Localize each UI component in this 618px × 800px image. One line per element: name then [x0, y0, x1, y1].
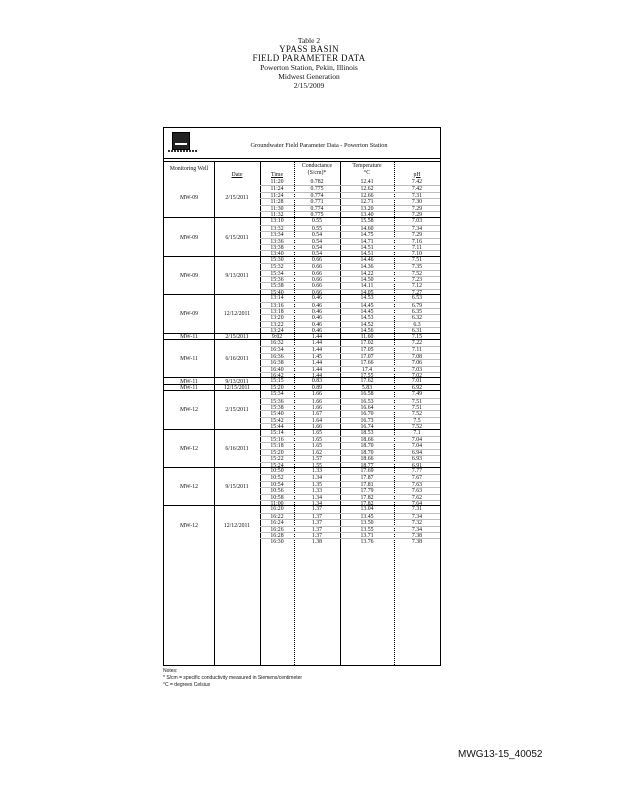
cell-monitoring-well: MW-09: [179, 234, 199, 241]
cell-date: 6/15/2011: [225, 234, 249, 241]
cell-temperature: 14.51: [360, 251, 374, 258]
cell-monitoring-well: MW-11: [180, 378, 198, 385]
cell-conductance: 0.66: [311, 264, 323, 271]
cell-ph: 7.51: [411, 256, 423, 263]
cell-time: 11:32: [270, 212, 284, 218]
cell-temperature: 12.62: [360, 186, 374, 193]
site-location: Powerton Station, Pekin, Illinois: [260, 63, 358, 72]
cell-temperature: 16.73: [360, 417, 374, 424]
cell-temperature: 17.62: [360, 378, 374, 385]
table-number: Table 2: [297, 36, 321, 45]
cell-time: 15:36: [270, 276, 284, 283]
cell-time: 15:30: [270, 256, 284, 263]
cell-conductance: 1.65: [311, 436, 323, 443]
well-group: [164, 429, 440, 468]
cell-ph: 7.77: [411, 468, 423, 474]
cell-conductance: 0.54: [311, 232, 323, 239]
cell-time: 16:30: [270, 539, 284, 546]
cell-conductance: 1.44: [311, 366, 323, 373]
cell-conductance: 0.83: [311, 378, 323, 385]
cell-conductance: 1.34: [311, 501, 323, 507]
cell-conductance: 1.38: [311, 539, 323, 546]
cell-conductance: 0.46: [311, 321, 323, 328]
cell-temperature: 17.82: [360, 501, 374, 507]
cell-conductance: 0.771: [310, 199, 324, 206]
cell-ph: 6.32: [411, 315, 423, 322]
cell-ph: 7.12: [411, 283, 423, 290]
cell-temperature: 14.53: [360, 295, 374, 302]
cell-time: 13:34: [270, 232, 284, 239]
note-conductivity: * S/cm = specific conductivity measured in Siemens/centimeter: [163, 675, 303, 681]
cell-ph: 6.94: [411, 449, 423, 456]
cell-temperature: 16.53: [360, 398, 374, 405]
cell-temperature: 15.58: [360, 218, 374, 225]
cell-conductance: 1.37: [311, 520, 323, 527]
cell-temperature: 17.69: [360, 468, 374, 474]
well-group: [164, 390, 440, 429]
cell-ph: 7.42: [411, 179, 423, 185]
cell-time: 10:58: [270, 494, 284, 501]
cell-ph: 7.51: [411, 404, 423, 411]
well-group: [164, 179, 440, 217]
col-header-temperature: Temperature °C: [352, 163, 382, 176]
cell-temperature: 18.53: [360, 429, 374, 436]
cell-time: 13:20: [270, 315, 284, 322]
cell-ph: 7.08: [411, 353, 423, 360]
cell-temperature: 12.66: [360, 192, 374, 199]
cell-ph: 7.52: [411, 424, 423, 431]
cell-date: 9/13/2011: [225, 272, 249, 279]
cell-conductance: 1.62: [311, 449, 323, 456]
cell-date: 2/15/2011: [225, 333, 249, 340]
cell-temperature: 17.79: [360, 488, 374, 495]
cell-ph: 7.63: [411, 481, 423, 488]
cell-time: 16:42: [270, 373, 284, 379]
cell-ph: 7.31: [411, 192, 423, 199]
cell-time: 15:20: [270, 384, 284, 391]
cell-ph: 7.62: [411, 494, 423, 501]
cell-temperature: 14.51: [360, 244, 374, 251]
cell-time: 15:44: [270, 424, 284, 431]
cell-time: 16:32: [270, 340, 284, 346]
logo-caption: [168, 150, 198, 152]
cell-temperature: 13.45: [360, 513, 374, 520]
cell-time: 15:40: [270, 289, 284, 296]
cell-time: 16:38: [270, 360, 284, 367]
cell-ph: 7.35: [411, 264, 423, 271]
cell-monitoring-well: MW-09: [179, 195, 199, 202]
cell-date: 9/15/2011: [225, 484, 249, 491]
cell-conductance: 1.55: [311, 462, 323, 469]
cell-temperature: 14.05: [360, 289, 374, 296]
cell-ph: 6.92: [411, 384, 423, 391]
cell-time: 10:52: [270, 475, 284, 482]
cell-conductance: 0.54: [311, 238, 323, 245]
report-date: 2/15/2009: [293, 81, 325, 90]
cell-temperature: 13.40: [360, 212, 374, 218]
cell-temperature: 13.71: [360, 532, 374, 539]
cell-date: 2/15/2011: [225, 195, 249, 202]
cell-ph: 7.29: [411, 205, 423, 212]
cell-ph: 6.91: [411, 462, 423, 469]
cell-ph: 7.42: [411, 186, 423, 193]
cell-ph: 7.49: [411, 391, 423, 398]
cell-ph: 7.64: [411, 501, 423, 507]
cell-conductance: 1.66: [311, 404, 323, 411]
cell-ph: 7.29: [411, 232, 423, 239]
cell-monitoring-well: MW-11: [180, 356, 198, 363]
cell-time: 15:15: [270, 378, 284, 385]
cell-time: 13:24: [270, 328, 284, 335]
cell-conductance: 0.55: [311, 218, 323, 225]
col-header-well: Monitoring Well: [169, 166, 209, 173]
cell-conductance: 1.34: [311, 475, 323, 482]
cell-conductance: 0.775: [310, 212, 324, 218]
cell-time: 11:24: [270, 186, 284, 193]
cell-ph: 7.03: [411, 366, 423, 373]
cell-time: 15:34: [270, 270, 284, 277]
cell-ph: 7.34: [411, 225, 423, 232]
field-parameter-table: [163, 127, 441, 666]
cell-date: 6/16/2011: [225, 356, 249, 363]
cell-temperature: 17.07: [360, 353, 374, 360]
cell-ph: 7.30: [411, 199, 423, 206]
cell-conductance: 1.66: [311, 424, 323, 431]
cell-conductance: 0.66: [311, 270, 323, 277]
cell-time: 15:38: [270, 283, 284, 290]
cell-ph: 7.1: [413, 429, 421, 436]
cell-conductance: 0.66: [311, 283, 323, 290]
cell-ph: 7.5: [413, 417, 421, 424]
cell-ph: 7.34: [411, 526, 423, 533]
cell-time: 11:00: [270, 501, 284, 507]
cell-conductance: 1.44: [311, 373, 323, 379]
cell-date: 12/12/2011: [223, 522, 251, 529]
cell-temperature: 17.81: [360, 481, 374, 488]
cell-conductance: 1.65: [311, 429, 323, 436]
cell-conductance: 0.66: [311, 276, 323, 283]
cell-temperature: 16.64: [360, 404, 374, 411]
cell-conductance: 0.46: [311, 315, 323, 322]
cell-date: 12/15/2011: [223, 384, 251, 391]
col-header-time: Time: [270, 171, 284, 178]
cell-ph: 7.22: [411, 340, 423, 346]
cell-time: 10:54: [270, 481, 284, 488]
cell-ph: 7.23: [411, 276, 423, 283]
cell-conductance: 1.66: [311, 391, 323, 398]
cell-temperature: 16.74: [360, 424, 374, 431]
cell-date: 9/13/2011: [225, 378, 249, 385]
cell-conductance: 1.65: [311, 443, 323, 450]
cell-temperature: 18.70: [360, 449, 374, 456]
cell-temperature: 14.53: [360, 315, 374, 322]
cell-temperature: 14.46: [360, 256, 374, 263]
table-header-row: [164, 161, 440, 178]
cell-ph: 7.52: [411, 270, 423, 277]
well-group: [164, 294, 440, 333]
cell-ph: 7.11: [412, 347, 422, 354]
cell-temperature: 17.02: [360, 340, 374, 346]
cell-temperature: 14.56: [360, 328, 374, 335]
cell-temperature: 14.52: [360, 321, 374, 328]
cell-time: 13:40: [270, 251, 284, 258]
cell-ph: 6.3: [413, 321, 421, 328]
cell-time: 16:24: [270, 520, 284, 527]
cell-time: 15:20: [270, 449, 284, 456]
cell-ph: 6.93: [411, 456, 423, 463]
cell-time: 13:38: [270, 244, 284, 251]
cell-temperature: 12.71: [360, 199, 374, 206]
cell-time: 13:14: [270, 295, 284, 302]
cell-temperature: 11.60: [360, 333, 374, 340]
cell-time: 15:14: [270, 429, 284, 436]
cell-temperature: 14.71: [360, 238, 374, 245]
cell-conductance: 1.34: [311, 494, 323, 501]
cell-ph: 7.38: [411, 532, 423, 539]
cell-time: 15:40: [270, 411, 284, 418]
cell-conductance: 1.37: [311, 506, 323, 513]
cell-time: 15:24: [270, 462, 284, 469]
cell-ph: 7.01: [411, 378, 423, 385]
cell-temperature: 14.75: [360, 232, 374, 239]
company-logo-icon: [172, 132, 190, 150]
cell-conductance: 1.37: [311, 532, 323, 539]
cell-conductance: 1.64: [311, 417, 323, 424]
cell-conductance: 0.46: [311, 295, 323, 302]
cell-time: 11:24: [270, 192, 284, 199]
notes-heading: Notes:: [163, 668, 178, 674]
cell-conductance: 1.44: [311, 340, 323, 346]
cell-conductance: 0.46: [311, 308, 323, 315]
cell-time: 16:22: [270, 513, 284, 520]
cell-ph: 7.11: [412, 244, 422, 251]
cell-temperature: 14.22: [360, 270, 374, 277]
cell-ph: 6.79: [411, 302, 423, 309]
cell-temperature: 17.05: [360, 347, 374, 354]
cell-temperature: 17.82: [360, 494, 374, 501]
cell-monitoring-well: MW-09: [179, 272, 199, 279]
cell-ph: 7.15: [411, 333, 423, 340]
cell-monitoring-well: MW-09: [179, 311, 199, 318]
note-temperature: °C = degrees Celsius: [163, 682, 211, 688]
cell-ph: 7.32: [411, 520, 423, 527]
cell-ph: 7.04: [411, 443, 423, 450]
cell-time: 15:36: [270, 398, 284, 405]
cell-temperature: 14.36: [360, 264, 374, 271]
cell-conductance: 1.44: [311, 347, 323, 354]
cell-temperature: 18.66: [360, 456, 374, 463]
cell-time: 16:20: [270, 506, 284, 513]
cell-temperature: 18.70: [360, 443, 374, 450]
cell-time: 10:56: [270, 488, 284, 495]
cell-ph: 7.02: [411, 373, 423, 379]
cell-ph: 6.53: [411, 295, 423, 302]
cell-temperature: 13.76: [360, 539, 374, 546]
cell-time: 13:36: [270, 238, 284, 245]
cell-monitoring-well: MW-11: [180, 333, 198, 340]
cell-conductance: 1.67: [311, 411, 323, 418]
cell-conductance: 1.33: [311, 468, 323, 474]
cell-ph: 7.27: [411, 289, 423, 296]
table-row: [260, 538, 440, 545]
cell-temperature: 5.83: [361, 384, 373, 391]
cell-time: 13:16: [270, 302, 284, 309]
cell-ph: 7.38: [411, 539, 423, 546]
cell-time: 13:22: [270, 321, 284, 328]
cell-temperature: 12.41: [360, 179, 374, 185]
cell-time: 16:34: [270, 347, 284, 354]
cell-temperature: 13.50: [360, 520, 374, 527]
cell-conductance: 0.66: [311, 289, 323, 296]
cell-ph: 7.29: [411, 212, 423, 218]
table-title: Groundwater Field Parameter Data - Powerton Station: [250, 142, 388, 149]
cell-conductance: 0.55: [311, 225, 323, 232]
cell-conductance: 0.54: [311, 251, 323, 258]
cell-time: 15:22: [270, 456, 284, 463]
cell-ph: 7.52: [411, 411, 423, 418]
cell-conductance: 0.774: [310, 205, 324, 212]
well-group: [164, 467, 440, 506]
cell-time: 13:32: [270, 225, 284, 232]
cell-conductance: 0.775: [310, 186, 324, 193]
cell-ph: 7.16: [411, 238, 423, 245]
cell-time: 16:36: [270, 353, 284, 360]
cell-conductance: 1.44: [311, 360, 323, 367]
cell-conductance: 0.89: [311, 384, 323, 391]
cell-conductance: 1.57: [311, 456, 323, 463]
cell-monitoring-well: MW-12: [179, 522, 199, 529]
cell-date: 6/16/2011: [225, 445, 249, 452]
cell-ph: 7.51: [411, 398, 423, 405]
cell-conductance: 1.45: [311, 353, 323, 360]
cell-time: 16:40: [270, 366, 284, 373]
cell-temperature: 13.20: [360, 205, 374, 212]
cell-temperature: 14.45: [360, 308, 374, 315]
cell-time: 11:28: [270, 199, 284, 206]
cell-temperature: 14.45: [360, 302, 374, 309]
cell-time: 16:26: [270, 526, 284, 533]
well-group: [164, 505, 440, 544]
cell-temperature: 17.87: [360, 475, 374, 482]
cell-time: 15:32: [270, 264, 284, 271]
cell-temperature: 17.4: [361, 366, 373, 373]
cell-ph: 7.10: [411, 251, 423, 258]
cell-time: 15:34: [270, 391, 284, 398]
cell-monitoring-well: MW-12: [179, 407, 199, 414]
well-group: [164, 339, 440, 378]
basin-name: YPASS BASIN: [279, 44, 339, 54]
cell-ph: 7.06: [411, 360, 423, 367]
cell-ph: 7.34: [411, 513, 423, 520]
cell-ph: 7.04: [411, 436, 423, 443]
cell-ph: 7.67: [411, 475, 423, 482]
col-header-conductance: Conductance (S/cm)*: [301, 163, 333, 176]
cell-time: 10:50: [270, 468, 284, 474]
cell-monitoring-well: MW-11: [180, 384, 198, 391]
cell-ph: 6.35: [411, 308, 423, 315]
cell-time: 11:30: [270, 205, 284, 212]
well-group: [164, 256, 440, 295]
cell-time: 15:38: [270, 404, 284, 411]
cell-monitoring-well: MW-12: [179, 484, 199, 491]
company-name: Midwest Generation: [278, 72, 340, 81]
report-title: FIELD PARAMETER DATA: [252, 53, 366, 63]
cell-time: 15:18: [270, 443, 284, 450]
cell-time: 13:18: [270, 308, 284, 315]
cell-temperature: 13.04: [360, 506, 374, 513]
cell-conductance: 0.774: [310, 192, 324, 199]
cell-ph: 7.31: [411, 506, 423, 513]
col-header-date: Date: [231, 171, 243, 178]
cell-temperature: 16.70: [360, 411, 374, 418]
cell-time: 9:02: [271, 333, 283, 340]
cell-conductance: 0.782: [310, 179, 324, 185]
cell-temperature: 14.60: [360, 225, 374, 232]
cell-temperature: 13.55: [360, 526, 374, 533]
cell-date: 12/12/2011: [223, 311, 251, 318]
cell-time: 16:28: [270, 532, 284, 539]
cell-ph: 7.03: [411, 218, 423, 225]
cell-conductance: 0.66: [311, 256, 323, 263]
cell-conductance: 1.33: [311, 488, 323, 495]
cell-temperature: 17.55: [360, 373, 374, 379]
cell-conductance: 1.37: [311, 526, 323, 533]
cell-conductance: 1.44: [311, 333, 323, 340]
cell-ph: 6.31: [411, 328, 423, 335]
cell-time: 11:20: [270, 179, 284, 185]
col-header-ph: pH: [413, 171, 421, 178]
cell-temperature: 14.50: [360, 276, 374, 283]
cell-time: 15:16: [270, 436, 284, 443]
cell-time: 13:10: [270, 218, 284, 225]
cell-time: 15:42: [270, 417, 284, 424]
title-block: [0, 36, 618, 90]
cell-temperature: 16.58: [360, 391, 374, 398]
well-group: [164, 217, 440, 256]
cell-conductance: 1.35: [311, 481, 323, 488]
cell-temperature: 18.66: [360, 436, 374, 443]
cell-monitoring-well: MW-12: [179, 445, 199, 452]
cell-conductance: 0.46: [311, 328, 323, 335]
cell-conductance: 1.66: [311, 398, 323, 405]
table-notes: [163, 668, 302, 689]
cell-temperature: 14.11: [360, 283, 374, 290]
cell-ph: 7.63: [411, 488, 423, 495]
cell-date: 2/15/2011: [225, 407, 249, 414]
cell-conductance: 0.46: [311, 302, 323, 309]
cell-conductance: 1.37: [311, 513, 323, 520]
cell-temperature: 18.77: [360, 462, 374, 469]
document-id: MWG13-15_40052: [458, 749, 543, 760]
cell-temperature: 17.66: [360, 360, 374, 367]
cell-conductance: 0.54: [311, 244, 323, 251]
